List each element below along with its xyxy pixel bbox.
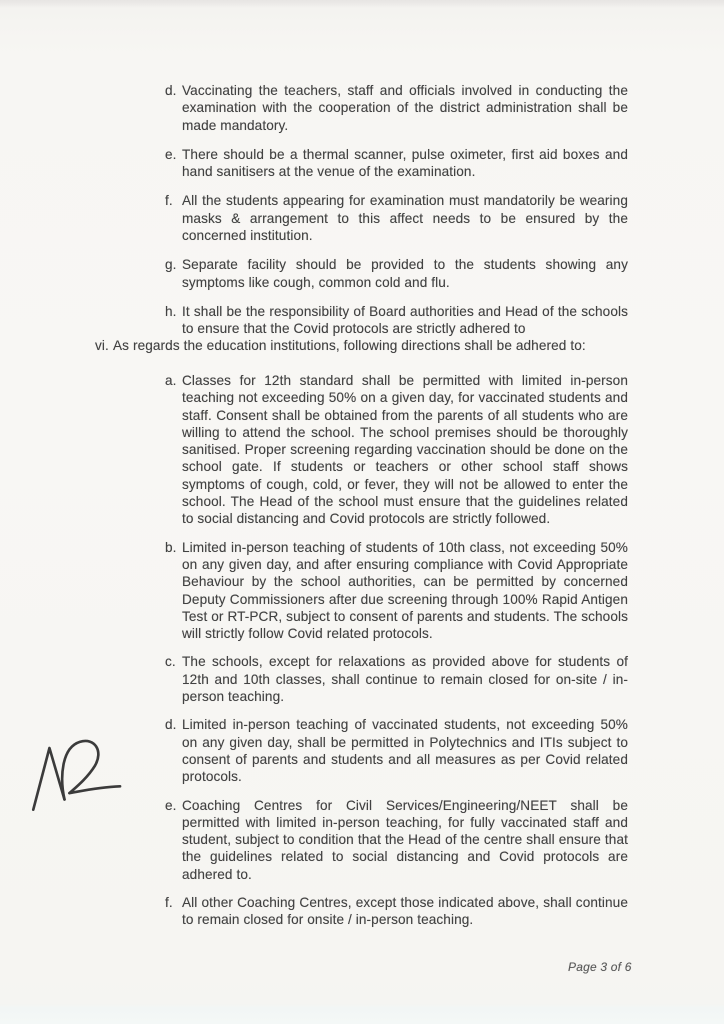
list-item-text: Limited in-person teaching of vaccinated students, not exceeding 50% on any given day, shall be permitted in Polytechnics and ITIs subject to consent of parents and students and all measures as per Covid related protocols. — [182, 717, 628, 785]
list-item — [165, 372, 628, 528]
list-item-text: Limited in-person teaching of students of 10th class, not exceeding 50% on any given day, and after ensuring compliance with Covid Appropriate Behaviour by the school authorities, can be permitted by concerned Deputy Commissioners after due screening through 100% Rapid Antigen Test or RT-PCR, subject to consent of parents and students. The schools will strictly follow Covid related protocols. — [182, 539, 628, 642]
section-heading-label: vi. — [95, 338, 109, 353]
list-item — [165, 716, 628, 785]
list-item — [165, 539, 628, 643]
list-item-label: d. — [165, 83, 177, 98]
list-item — [165, 192, 628, 244]
list-item-label: h. — [165, 303, 177, 319]
list-item-label: a. — [165, 373, 177, 388]
list-item-text: All the students appearing for examination must mandatorily be wearing masks & arrangement to this affect needs to be ensured by the concerned institution. — [182, 193, 628, 244]
list-item-label: f. — [165, 895, 173, 911]
list-item — [165, 653, 628, 705]
exam-directions-list — [165, 82, 628, 350]
list-item — [165, 894, 628, 929]
list-item-text: The schools, except for relaxations as provided above for students of 12th and 10th classes, shall continue to remain closed for on-site / in- person teaching. — [182, 654, 628, 705]
page-number-footer: Page 3 of 6 — [568, 960, 632, 974]
list-item-label: b. — [165, 539, 177, 555]
section-heading-vi — [95, 337, 640, 354]
list-item-text: Coaching Centres for Civil Services/Engineering/NEET shall be permitted with limited in-person teaching, for fully vaccinated staff and student, subject to condition that the Head of the centre shall ensure that the guidelines related to social distancing and Covid protocols are adhered to. — [182, 797, 628, 882]
list-item-text: Separate facility should be provided to the students showing any symptoms like cough, common cold and flu. — [182, 257, 628, 290]
list-item-text: Vaccinating the teachers, staff and officials involved in conducting the examination with the cooperation of the district administration shall be made mandatory. — [182, 83, 628, 133]
list-item-label: e. — [165, 146, 177, 162]
list-item-label: g. — [165, 257, 177, 273]
list-item-text: All other Coaching Centres, except those indicated above, shall continue to remain closed for onsite / in-person teaching. — [182, 895, 628, 928]
education-directions-list — [165, 372, 628, 940]
list-item-label: f. — [165, 193, 173, 209]
list-item — [165, 256, 628, 291]
list-item-text: Classes for 12th standard shall be permitted with limited in-person teaching not exceeding 50% on a given day, for vaccinated students and staff. Consent shall be obtained from the parents of all students who are willing to attend the school. The school premises should be thoroughly sanitised. Proper screening regarding vaccination should be done on the school gate. If students or teachers or other school staff shows symptoms of cough, cold, or fever, they will not be allowed to enter the school. The Head of the school must ensure that the guidelines related to social distancing and Covid protocols are strictly followed. — [182, 373, 628, 527]
list-item — [165, 82, 628, 134]
list-item-text: It shall be the responsibility of Board authorities and Head of the schools to ensure that the Covid protocols are strictly adhered to — [182, 303, 628, 337]
list-item — [165, 303, 628, 338]
list-item-text: There should be a thermal scanner, pulse oximeter, first aid boxes and hand sanitisers at the venue of the examination. — [182, 146, 628, 180]
list-item-label: e. — [165, 797, 177, 813]
list-item — [165, 146, 628, 181]
handwritten-initials-signature — [22, 731, 137, 823]
list-item — [165, 797, 628, 883]
list-item-label: c. — [165, 654, 176, 670]
list-item-label: d. — [165, 717, 177, 733]
section-heading-text: As regards the education institutions, following directions shall be adhered to: — [113, 338, 586, 353]
